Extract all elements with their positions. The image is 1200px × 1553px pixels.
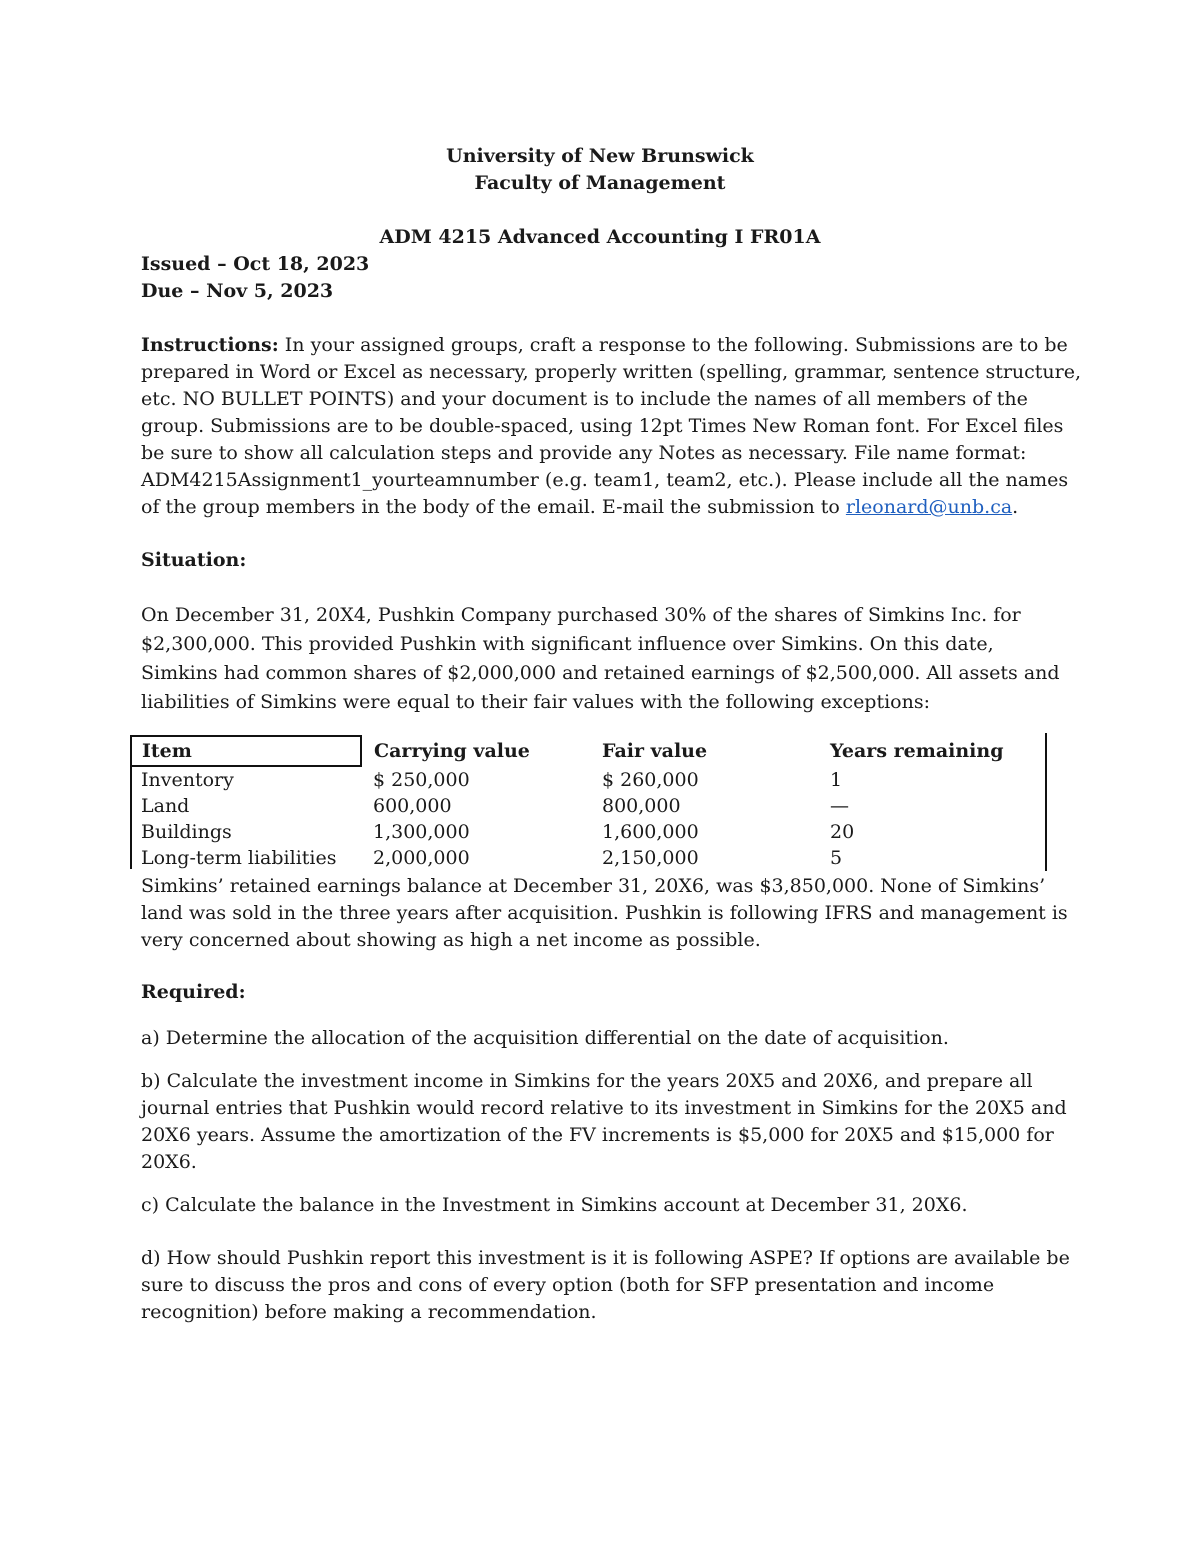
cell-years-remaining: 1 <box>830 768 843 791</box>
situation-paragraph <box>141 602 1071 716</box>
table-header-row <box>131 736 1035 766</box>
paragraph-line: Simkins’ retained earnings balance at December 31, 20X6, was $3,850,000. None of Simkins’ <box>141 875 1046 897</box>
header-fair-value: Fair value <box>602 740 708 762</box>
cell-years-remaining: 5 <box>830 847 843 869</box>
question-line: sure to discuss the pros and cons of every option (both for SFP presentation and income <box>141 1274 995 1296</box>
question-c <box>141 1192 1071 1219</box>
cell-fair-value: $ 260,000 <box>602 768 699 791</box>
cell-fair-value: 800,000 <box>602 795 681 817</box>
header-years-remaining: Years remaining <box>830 740 1004 762</box>
cell-fair-value: 1,600,000 <box>602 821 699 843</box>
fair-value-table <box>130 735 1035 871</box>
paragraph-line: land was sold in the three years after acquisition. Pushkin is following IFRS and management is <box>141 902 1068 924</box>
question-b <box>141 1068 1071 1176</box>
question-line: 20X6. <box>141 1151 197 1173</box>
cell-carrying-value: $ 250,000 <box>373 768 470 791</box>
question-a <box>141 1025 1071 1052</box>
cell-item: Inventory <box>141 769 234 791</box>
issued-date: Issued – Oct 18, 2023 <box>141 253 370 275</box>
situation-line: Simkins had common shares of $2,000,000 and retained earnings of $2,500,000. All assets and <box>141 662 1060 684</box>
table-row <box>131 766 1035 793</box>
required-heading: Required: <box>141 981 246 1003</box>
instructions-line: etc. NO BULLET POINTS) and your document is to include the names of all members of the <box>141 388 1028 410</box>
question-line: 20X6 years. Assume the amortization of the FV increments is $5,000 for 20X5 and $15,000 for <box>141 1124 1054 1146</box>
question-line: d) How should Pushkin report this investment is it is following ASPE? If options are available be <box>141 1247 1070 1269</box>
instructions-line: group. Submissions are to be double-spaced, using 12pt Times New Roman font. For Excel files <box>141 415 1064 437</box>
course-title: ADM 4215 Advanced Accounting I FR01A <box>379 226 821 248</box>
table-right-border <box>1045 733 1047 871</box>
paragraph-line: very concerned about showing as high a net income as possible. <box>141 929 761 951</box>
cell-years-remaining: 20 <box>830 821 855 843</box>
instructions-line: be sure to show all calculation steps and provide any Notes as necessary. File name format: <box>141 442 1027 464</box>
question-line: recognition) before making a recommendation. <box>141 1301 597 1323</box>
header-carrying-value: Carrying value <box>374 740 530 762</box>
situation-line: $2,300,000. This provided Pushkin with significant influence over Simkins. On this date, <box>141 633 994 655</box>
cell-item: Land <box>141 795 190 817</box>
cell-years-remaining: — <box>830 795 849 817</box>
instructions-line: of the group members in the body of the email. E-mail the submission to <box>141 496 846 518</box>
question-d <box>141 1245 1071 1326</box>
cell-carrying-value: 2,000,000 <box>373 847 470 869</box>
question-line: c) Calculate the balance in the Investment in Simkins account at December 31, 20X6. <box>141 1194 968 1216</box>
due-date: Due – Nov 5, 2023 <box>141 280 334 302</box>
instructions-line: prepared in Word or Excel as necessary, properly written (spelling, grammar, sentence structure, <box>141 361 1082 383</box>
instructions-line: ADM4215Assignment1_yourteamnumber (e.g. team1, team2, etc.). Please include all the names <box>141 469 1069 491</box>
question-line: a) Determine the allocation of the acquisition differential on the date of acquisition. <box>141 1027 949 1049</box>
instructions-paragraph <box>141 332 1082 521</box>
cell-carrying-value: 600,000 <box>373 795 452 817</box>
instructions-label: Instructions: <box>141 334 279 356</box>
header-item: Item <box>131 736 361 766</box>
faculty-title: Faculty of Management <box>474 172 726 194</box>
table-row <box>131 845 1035 871</box>
email-link[interactable]: rleonard@unb.ca <box>845 496 1013 518</box>
instructions-end: . <box>1012 496 1019 518</box>
instructions-line: In your assigned groups, craft a response to the following. Submissions are to be <box>278 334 1068 356</box>
cell-item: Long-term liabilities <box>141 847 337 869</box>
table-row <box>131 793 1035 819</box>
question-line: b) Calculate the investment income in Simkins for the years 20X5 and 20X6, and prepare all <box>141 1070 1033 1092</box>
retained-earnings-paragraph <box>141 873 1071 954</box>
cell-item: Buildings <box>141 821 232 843</box>
cell-carrying-value: 1,300,000 <box>373 821 470 843</box>
situation-line: On December 31, 20X4, Pushkin Company purchased 30% of the shares of Simkins Inc. for <box>141 604 1021 626</box>
cell-fair-value: 2,150,000 <box>602 847 699 869</box>
university-title: University of New Brunswick <box>446 145 754 167</box>
situation-line: liabilities of Simkins were equal to their fair values with the following exceptions: <box>141 691 931 713</box>
situation-heading: Situation: <box>141 549 247 571</box>
table-row <box>131 819 1035 845</box>
question-line: journal entries that Pushkin would record relative to its investment in Simkins for the 20X5 and <box>141 1097 1067 1119</box>
